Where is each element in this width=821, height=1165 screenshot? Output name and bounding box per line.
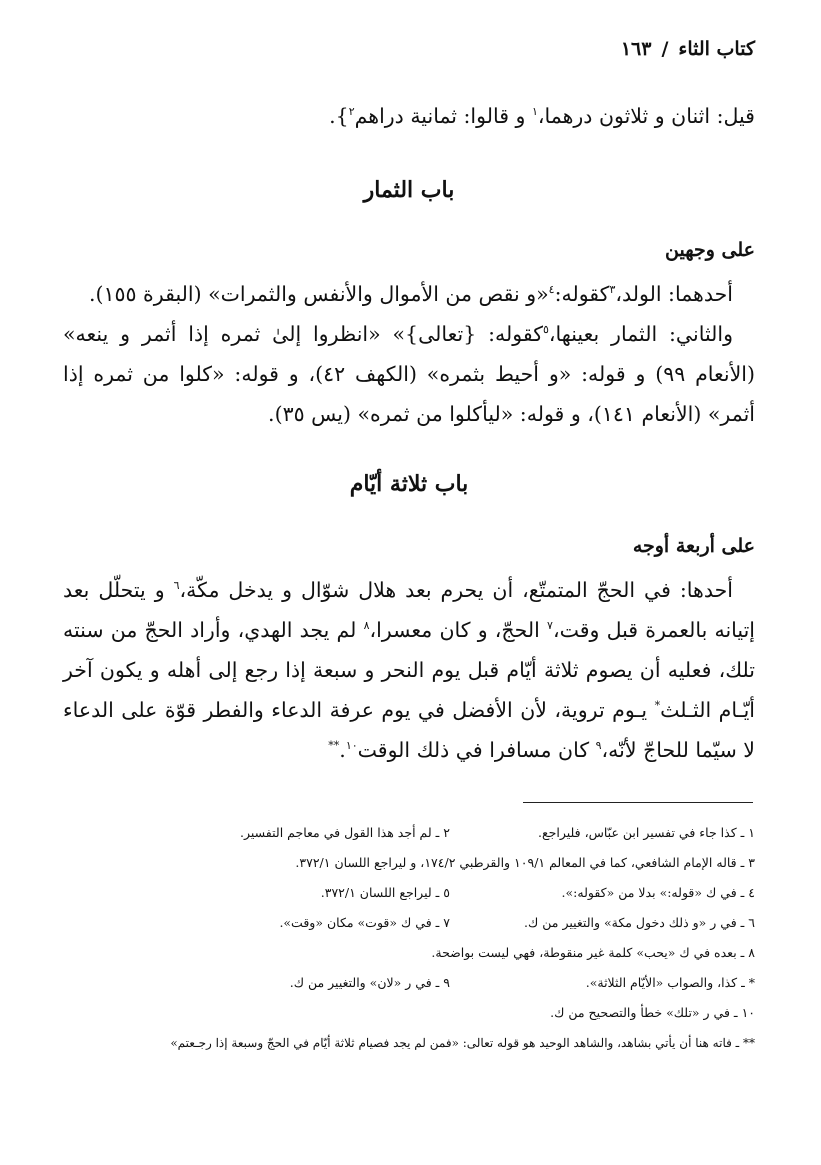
footnotes bbox=[61, 818, 755, 1058]
footnote-row bbox=[61, 908, 755, 938]
footnote-ref: ** bbox=[328, 739, 340, 753]
chapter-title: باب الثمار bbox=[363, 177, 455, 203]
text-segment: لم يجد الهدي، وأراد الحجّ من سنته تلك، فعليه أن يصوم ثلاثة أيّام قبل يوم النحر و سبعة إذا رجع إلى أهله و يكون آخر أيّـام الثـلث bbox=[63, 618, 755, 722]
footnote-ref: ٨ bbox=[363, 619, 370, 633]
footnote-ref: ٤ bbox=[548, 283, 555, 297]
footnote-row bbox=[61, 1028, 755, 1058]
text-segment: «و نقص من الأموال والأنفس والثمرات» (البقرة ١٥٥). bbox=[88, 282, 549, 306]
footnote-row bbox=[61, 878, 755, 908]
footnote-row bbox=[61, 998, 755, 1028]
footnote-8: ٨ ـ بعده في ك «يحب» كلمة غير منقوطة، فهي ليست بواضحة. bbox=[431, 945, 755, 960]
text-segment: كقوله: bbox=[554, 282, 610, 306]
text-segment: و قالوا: ثمانية دراهم bbox=[354, 104, 532, 128]
footnote-ref: ٧ bbox=[547, 619, 553, 633]
text-segment: يـوم تروية، لأن الأفضل في يوم عرفة الدعاء والفطر قوّة على الدعاء لا سيّما للحاجّ لأنّه، bbox=[63, 698, 755, 762]
footnote-ref: ٣ bbox=[609, 283, 616, 297]
footnote-star: * ـ كذا، والصواب «الأيّام الثلاثة». bbox=[585, 975, 755, 990]
text-segment: أحدها: في الحجّ المتمتّع، أن يحرم بعد هلال شوّال و يدخل مكّة، bbox=[179, 578, 733, 602]
page-number: ١٦٣ bbox=[620, 38, 652, 60]
footnote-ref: ٩ bbox=[595, 739, 602, 753]
footnote-ref: ٥ bbox=[543, 323, 549, 337]
footnote-row bbox=[61, 848, 755, 878]
footnote-10: ١٠ ـ في ر «تلك» خطأ والتصحيح من ك. bbox=[550, 1005, 755, 1020]
book-title: كتاب الثاء bbox=[678, 38, 755, 60]
text-segment: كقوله: {تعالى}» «انظروا إلىٰ ثمره إذا أثمر و ينعه» (الأنعام ٩٩) و قوله: «و أحيط بثمره» (الكهف ٤٢)، و قوله: «كلوا من ثمره إذا أثمر» (الأنعام ١٤١)، و قوله: «ليأكلوا من ثمره» (يس ٣٥). bbox=[63, 322, 755, 426]
footnote-9: ٩ ـ في ر «لان» والتغيير من ك. bbox=[289, 975, 450, 990]
footnote-2: ٢ ـ لم أجد هذا القول في معاجم التفسير. bbox=[240, 825, 450, 840]
footnote-6: ٦ ـ في ر «و ذلك دخول مكة» والتغيير من ك. bbox=[524, 915, 755, 930]
paragraph bbox=[63, 314, 755, 434]
text-segment: والثاني: الثمار بعينها، bbox=[548, 322, 733, 346]
paragraph bbox=[63, 570, 755, 770]
footnote-ref: ١٠ bbox=[345, 739, 358, 753]
text-segment: أحدهما: الولد، bbox=[615, 282, 733, 306]
text-segment: الحجّ، و كان معسرا، bbox=[369, 618, 548, 642]
text-segment: و يتحلّل بعد إتيانه بالعمرة قبل وقت، bbox=[63, 578, 755, 642]
footnote-row bbox=[61, 968, 755, 998]
sub-heading: على أربعة أوجه bbox=[632, 535, 755, 557]
header-separator: / bbox=[661, 38, 669, 60]
opening-line bbox=[63, 96, 755, 136]
footnote-ref: ٢ bbox=[348, 105, 355, 119]
footnote-5: ٥ ـ ليراجع اللسان ٣٧٢/١. bbox=[320, 885, 450, 900]
footnote-3: ٣ ـ قاله الإمام الشافعي، كما في المعالم ١٠٩/١ والقرطبي ١٧٤/٢، و ليراجع اللسان ٣٧٢/١. bbox=[295, 855, 755, 870]
sub-heading: على وجهين bbox=[665, 239, 755, 261]
footnote-1: ١ ـ كذا جاء في تفسير ابن عبّاس، فليراجع. bbox=[538, 825, 755, 840]
footnote-divider bbox=[523, 802, 753, 803]
text-segment: كان مسافرا في ذلك الوقت bbox=[357, 738, 596, 762]
paragraph bbox=[63, 274, 755, 314]
text-segment: قيل: اثنان و ثلاثون درهما، bbox=[537, 104, 755, 128]
text-segment: }. bbox=[329, 104, 349, 128]
footnote-row bbox=[61, 818, 755, 848]
text-segment: . bbox=[339, 738, 346, 762]
chapter-title: باب ثلاثة أيّام bbox=[349, 471, 469, 497]
footnote-7: ٧ ـ في ك «قوت» مكان «وقت». bbox=[279, 915, 450, 930]
footnote-4: ٤ ـ في ك «قوله:» بدلا من «كقوله:». bbox=[561, 885, 755, 900]
footnote-double-star: ** ـ فاته هنا أن يأتي بشاهد، والشاهد الوحيد هو قوله تعالى: «فمن لم يجد فصيام ثلاثة أيّام في الحجّ وسبعة إذا رجـعتم» bbox=[170, 1036, 755, 1050]
footnote-ref: ١ bbox=[531, 105, 538, 119]
running-header bbox=[60, 38, 755, 68]
footnote-row bbox=[61, 938, 755, 968]
main-text bbox=[63, 96, 755, 770]
footnote-ref: * bbox=[654, 699, 661, 713]
footnote-ref: ٦ bbox=[173, 579, 180, 593]
